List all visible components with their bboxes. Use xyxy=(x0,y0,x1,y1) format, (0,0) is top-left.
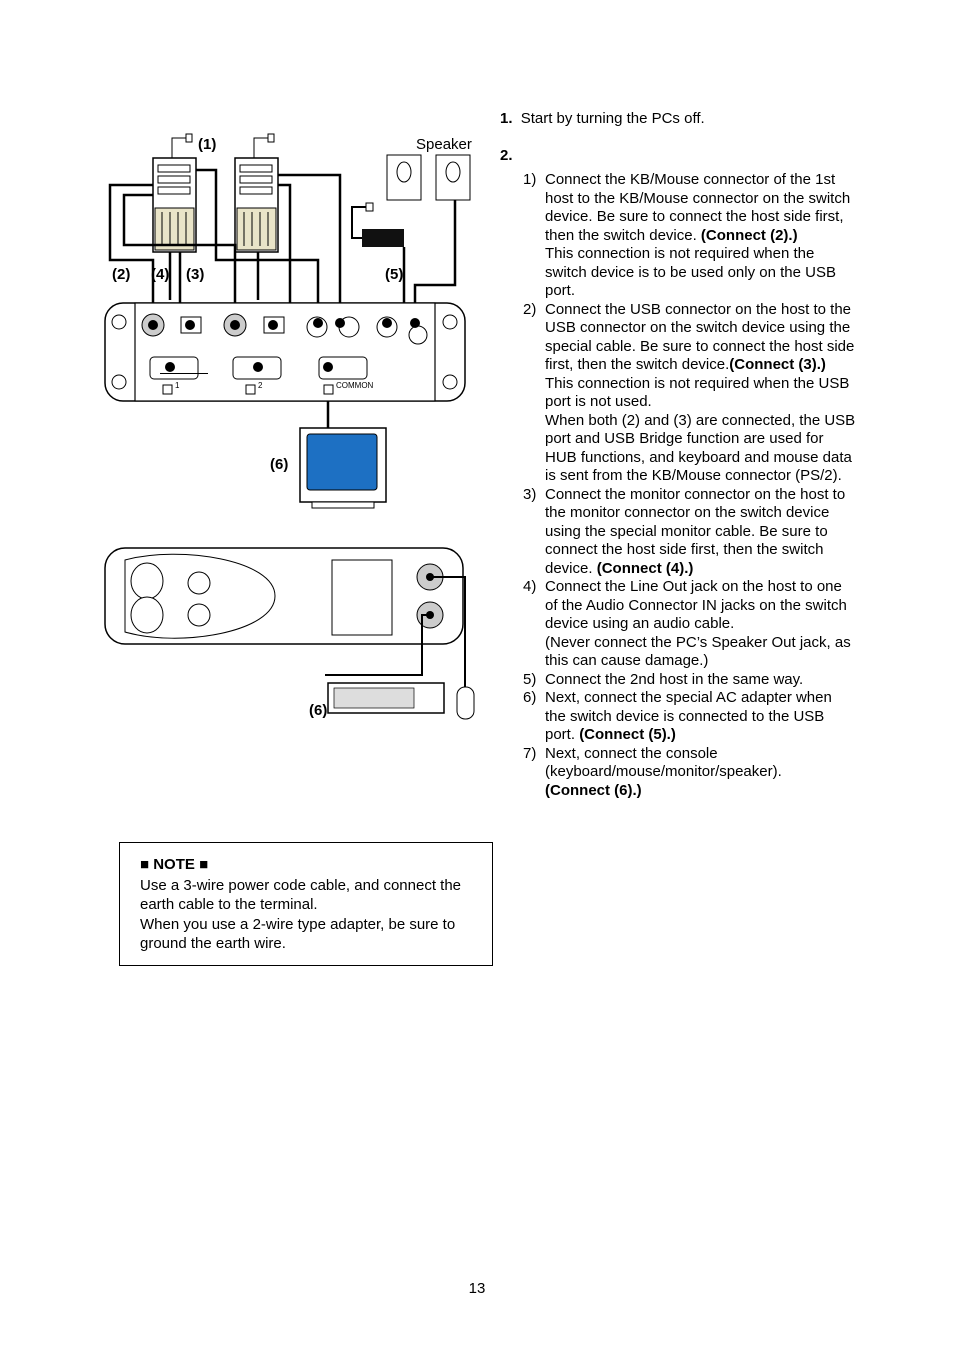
instruction-steps xyxy=(500,110,856,800)
substep-text: Connect the Line Out jack on the host to one of the Audio Connector IN jacks on the switch device using an audio cable. xyxy=(545,578,847,632)
substep-extra: This connection is not required when the switch device is to be used only on the USB port. xyxy=(545,245,836,299)
connection-diagram xyxy=(100,120,490,740)
speaker-label: Speaker xyxy=(416,136,472,153)
substep-number: 6) xyxy=(523,689,537,706)
substep-text: Connect the KB/Mouse connector of the 1st host to the KB/Mouse connector on the switch device. Be sure to connect the host side first, then the switch device. xyxy=(545,171,851,244)
substep-connect-ref: (Connect (5).) xyxy=(579,726,676,743)
substep-7 xyxy=(500,745,856,801)
callout-1: (1) xyxy=(198,136,217,153)
monitor-icon xyxy=(300,428,386,508)
note-box xyxy=(119,842,493,966)
callout-3: (3) xyxy=(186,266,205,283)
pc-tower-2-icon xyxy=(235,134,278,252)
step-2-number: 2. xyxy=(500,146,513,164)
page-number: 13 xyxy=(468,1280,486,1297)
substep-number: 4) xyxy=(523,578,537,595)
kvm-switch-back-icon xyxy=(105,303,465,401)
note-paragraph-1: Use a 3-wire power code cable, and connect the earth cable to the terminal. xyxy=(140,876,462,913)
callout-2: (2) xyxy=(112,266,131,283)
pc-tower-1-icon xyxy=(153,134,196,252)
substep-2 xyxy=(500,301,856,486)
step-1-text: Start by turning the PCs off. xyxy=(520,110,705,127)
substep-5 xyxy=(500,671,856,690)
callout-6-console: (6) xyxy=(309,702,328,719)
substep-number: 5) xyxy=(523,670,537,688)
substep-3 xyxy=(500,486,856,579)
substep-extra: When both (2) and (3) are connected, the USB port and USB Bridge function are used for HUB functions, and keyboard and mouse data is sent from the KB/Mouse connector (PS/2). xyxy=(545,411,856,484)
substep-text: Connect the monitor connector on the host to the monitor connector on the switch device using the special monitor cable. Be sure to connect the host side first, then the switch device. xyxy=(545,485,846,577)
substep-extra: (Never connect the PC’s Speaker Out jack, as this can cause damage.) xyxy=(545,633,851,669)
callout-6-monitor: (6) xyxy=(270,456,289,473)
substep-number: 7) xyxy=(523,744,537,762)
substep-connect-ref: (Connect (2).) xyxy=(700,226,798,244)
step-1 xyxy=(500,110,856,129)
substep-text: Connect the 2nd host in the same way. xyxy=(545,670,804,688)
substep-extra: This connection is not required when the USB port is not used. xyxy=(545,374,850,410)
substep-number: 3) xyxy=(523,485,537,503)
callout-4: (4) xyxy=(151,266,170,283)
substep-text: Connect the USB connector on the host to the USB connector on the switch device using the special cable. Be sure to connect the host side first, then the switch device. xyxy=(545,300,855,373)
substep-connect-ref: (Connect (4).) xyxy=(596,559,694,577)
substep-connect-ref: (Connect (6).) xyxy=(545,781,642,799)
mouse-icon xyxy=(457,687,474,719)
substep-4 xyxy=(500,578,856,671)
substep-number: 2) xyxy=(523,300,537,318)
ac-adapter-icon xyxy=(352,203,404,247)
substep-1 xyxy=(500,171,856,301)
note-title: ■ NOTE ■ xyxy=(140,856,209,873)
substep-connect-ref: (Connect (3).) xyxy=(729,356,826,373)
step-1-number: 1. xyxy=(500,110,513,127)
callout-5: (5) xyxy=(385,266,404,283)
substep-text: Next, connect the console (keyboard/mouse/monitor/speaker). xyxy=(545,744,782,780)
port-label-1: 1 xyxy=(175,381,180,390)
kvm-switch-front-icon xyxy=(105,548,463,644)
speaker-icon xyxy=(387,155,470,200)
port-label-common: COMMON xyxy=(336,381,374,390)
note-paragraph-2: When you use a 2-wire type adapter, be sure to ground the earth wire. xyxy=(140,915,456,952)
keyboard-icon xyxy=(328,683,444,713)
port-label-2: 2 xyxy=(258,381,263,390)
substep-number: 1) xyxy=(523,171,537,188)
substep-6 xyxy=(500,689,856,745)
substep-text: Next, connect the special AC adapter when the switch device is connected to the USB port. xyxy=(545,689,832,743)
